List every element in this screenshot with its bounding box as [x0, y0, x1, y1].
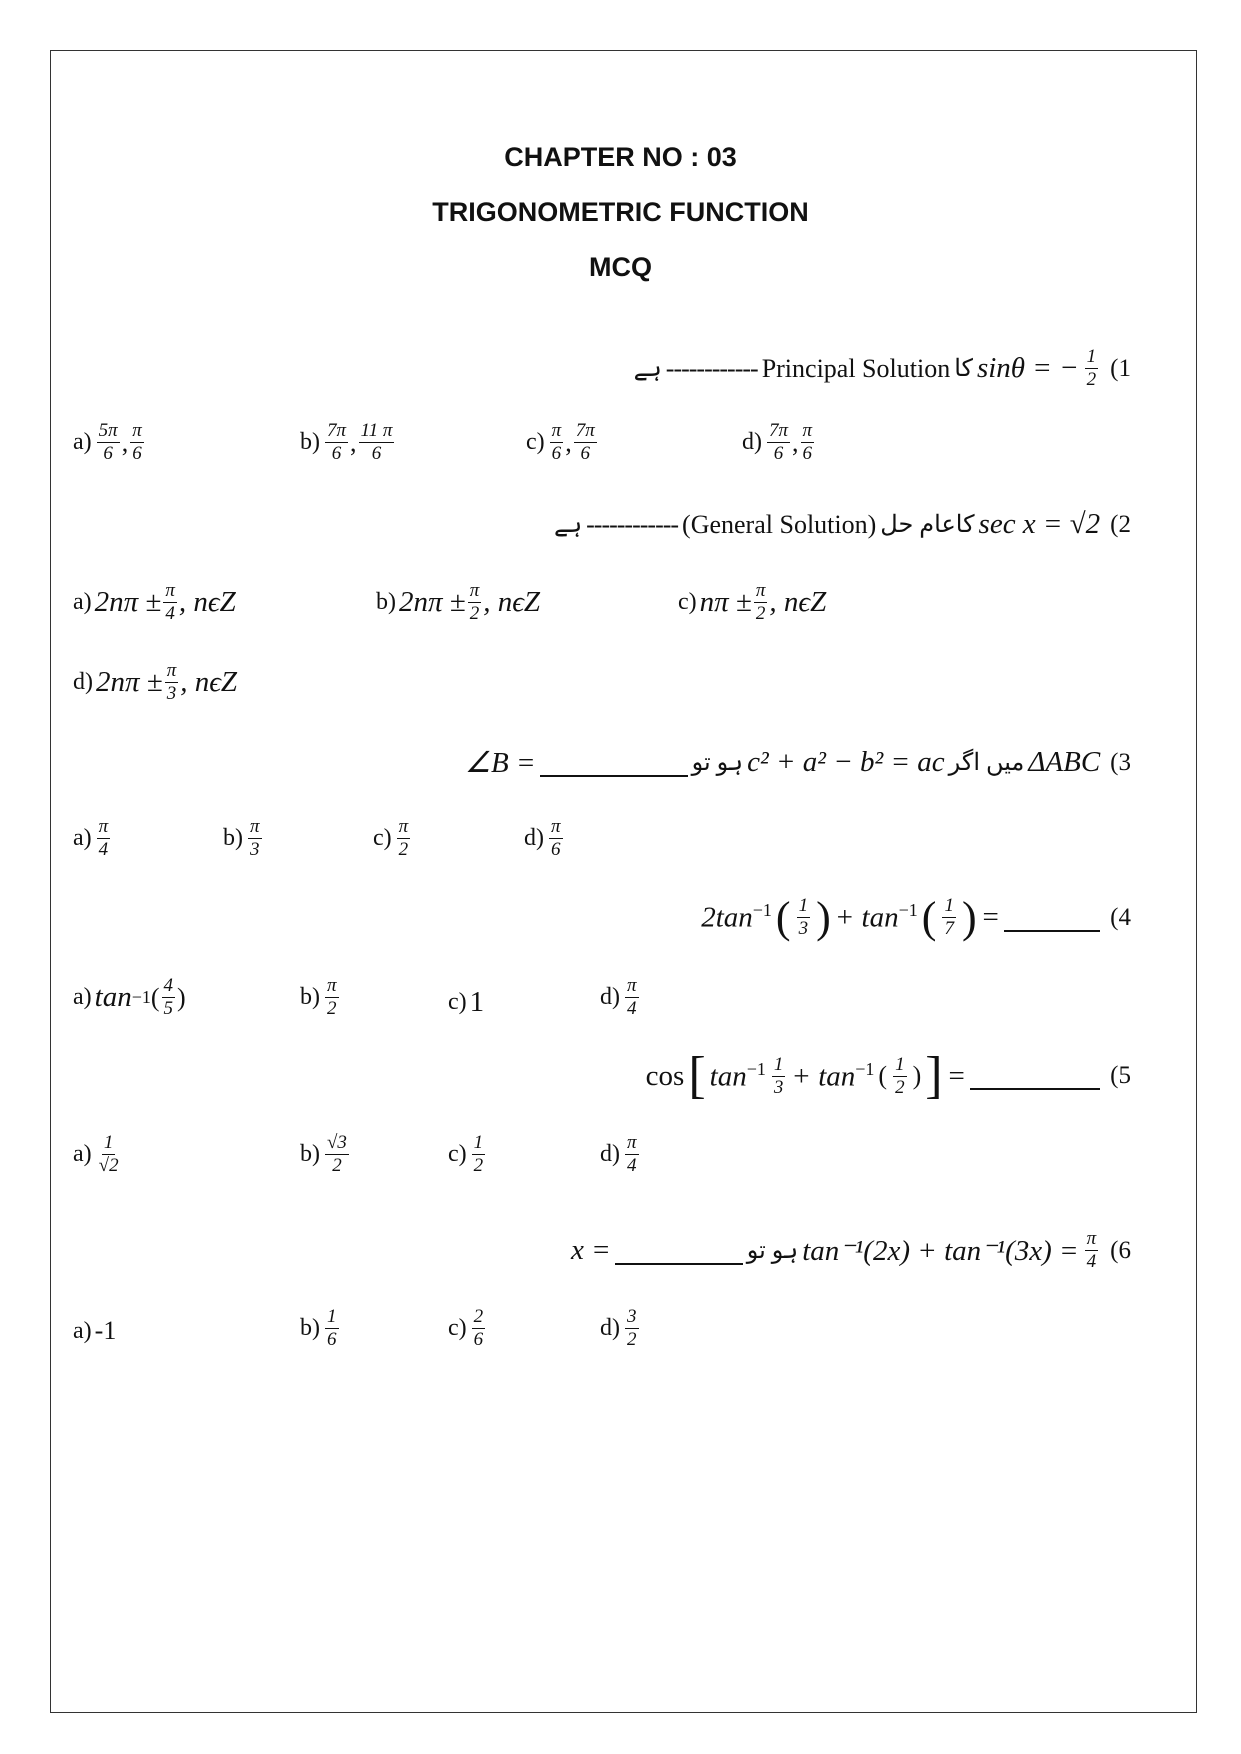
option-3c[interactable]: c) $\frac{\pi}{2}$	[373, 816, 409, 860]
fraction: $\frac{1}{2}$	[895, 1053, 905, 1098]
urdu-connector: ہو تو	[746, 1238, 799, 1264]
option-2d[interactable]: d) 2nπ ± $\frac{\pi}{3}$ , nϵZ	[73, 660, 238, 704]
option-1d[interactable]: d) $\frac{7\pi}{6}$ , $\frac{\pi}{6}$	[742, 420, 813, 464]
option-5a[interactable]: a) $\frac{1}{√2}$	[73, 1132, 119, 1176]
equals-sign: =	[946, 1059, 967, 1092]
option-5c[interactable]: c) $\frac{1}{2}$	[448, 1132, 484, 1176]
triangle-label: ΔABC	[1028, 746, 1101, 778]
question-3	[465, 745, 1131, 780]
question-number: (5	[1110, 1062, 1131, 1089]
answer-blank: ------------	[586, 509, 679, 539]
question-expression: tan⁻¹(2x) + tan⁻¹(3x) =	[802, 1235, 1079, 1267]
question-expression: sinθ = −	[976, 352, 1079, 384]
option-3b[interactable]: b) $\frac{\pi}{3}$	[223, 816, 260, 860]
question-expression: sec x = √2	[978, 508, 1101, 540]
fraction: $\frac{\pi}{4}$	[1086, 1228, 1097, 1272]
option-6c[interactable]: c) $\frac{2}{6}$	[448, 1306, 484, 1350]
urdu-hai: ہے	[554, 512, 583, 538]
option-5d[interactable]: d) $\frac{\pi}{4}$	[600, 1132, 637, 1176]
fraction: $\frac{1}{2}$	[1086, 346, 1097, 390]
option-5b[interactable]: b) $\frac{√3}{2}$	[300, 1132, 347, 1176]
option-4c[interactable]: c) 1	[448, 986, 485, 1018]
question-text: Principal Solution	[761, 353, 951, 383]
term-1: $\tan^{-1}$	[709, 1058, 766, 1093]
question-number: (2	[1110, 510, 1131, 538]
urdu-connector-2: میں اگر	[948, 750, 1025, 776]
page-border	[50, 50, 1197, 1713]
option-2c[interactable]: c) nπ ± $\frac{\pi}{2}$ , nϵZ	[678, 580, 827, 624]
equals-sign: =	[980, 901, 1001, 933]
question-number: (6	[1110, 1236, 1131, 1264]
question-6	[571, 1228, 1131, 1273]
fraction: $\frac{1}{7}$	[944, 895, 954, 939]
question-expression: c² + a² − b² = ac	[747, 746, 945, 778]
question-number: (3	[1110, 748, 1131, 776]
question-number: (4	[1110, 903, 1131, 931]
option-1c[interactable]: c) $\frac{\pi}{6}$ , $\frac{7\pi}{6}$	[526, 420, 595, 464]
fraction: $\frac{1}{3}$	[773, 1053, 784, 1098]
urdu-hai: ہے	[633, 356, 662, 382]
answer-blank	[970, 1062, 1100, 1090]
question-5: cos [ $\tan^{-1}$ $\frac{1}{3}$ + $\tan^{-1}$ ( $\frac{1}{2}$ ) ] = (5	[645, 1047, 1131, 1104]
option-6d[interactable]: d) $\frac{3}{2}$	[600, 1306, 637, 1350]
option-3d[interactable]: d) $\frac{\pi}{6}$	[524, 816, 561, 860]
answer-blank	[540, 749, 688, 777]
urdu-connector: کا	[954, 356, 973, 382]
answer-blank	[615, 1237, 743, 1265]
answer-blank	[1004, 904, 1100, 932]
question-lhs: x =	[571, 1234, 611, 1266]
chapter-heading: CHAPTER NO : 03	[504, 142, 737, 172]
option-6a[interactable]: a) -1	[73, 1316, 117, 1345]
option-4a[interactable]: a) tan −1 ( $\frac{4}{5}$ )	[73, 975, 186, 1019]
question-2	[554, 508, 1131, 541]
question-1	[634, 346, 1131, 391]
option-2b[interactable]: b) 2nπ ± $\frac{\pi}{2}$ , nϵZ	[376, 580, 541, 624]
option-4b[interactable]: b) $\frac{\pi}{2}$	[300, 975, 337, 1019]
term-1: $2\tan^{-1}$	[701, 900, 772, 934]
chapter-title: TRIGONOMETRIC FUNCTION	[432, 197, 809, 227]
answer-blank: ------------	[665, 353, 758, 383]
urdu-connector: کاعام حل	[880, 512, 975, 538]
question-4: $2\tan^{-1}$ ( $\frac{1}{3}$ ) + $\tan^{-1}$ ( $\frac{1}{7}$ ) = (4	[701, 892, 1131, 942]
section-title: MCQ	[589, 252, 652, 282]
option-6b[interactable]: b) $\frac{1}{6}$	[300, 1306, 337, 1350]
option-2a[interactable]: a) 2nπ ± $\frac{\pi}{4}$ , nϵZ	[73, 580, 236, 624]
option-1a[interactable]: a) $\frac{5\pi}{6}$ , $\frac{\pi}{6}$	[73, 420, 142, 464]
question-number: (1	[1110, 354, 1131, 382]
term-2: + $\tan^{-1}$	[834, 900, 918, 934]
option-4d[interactable]: d) $\frac{\pi}{4}$	[600, 975, 637, 1019]
question-text: (General Solution)	[682, 509, 877, 539]
cos-label: cos	[645, 1059, 685, 1092]
option-3a[interactable]: a) $\frac{\pi}{4}$	[73, 816, 109, 860]
question-lhs: ∠B =	[465, 747, 536, 779]
urdu-connector: ہو تو	[691, 750, 744, 776]
term-2: + $\tan^{-1}$	[791, 1058, 875, 1093]
option-1b[interactable]: b) $\frac{7\pi}{6}$ , $\frac{11 \pi}{6}$	[300, 420, 393, 464]
fraction: $\frac{1}{3}$	[798, 895, 809, 939]
